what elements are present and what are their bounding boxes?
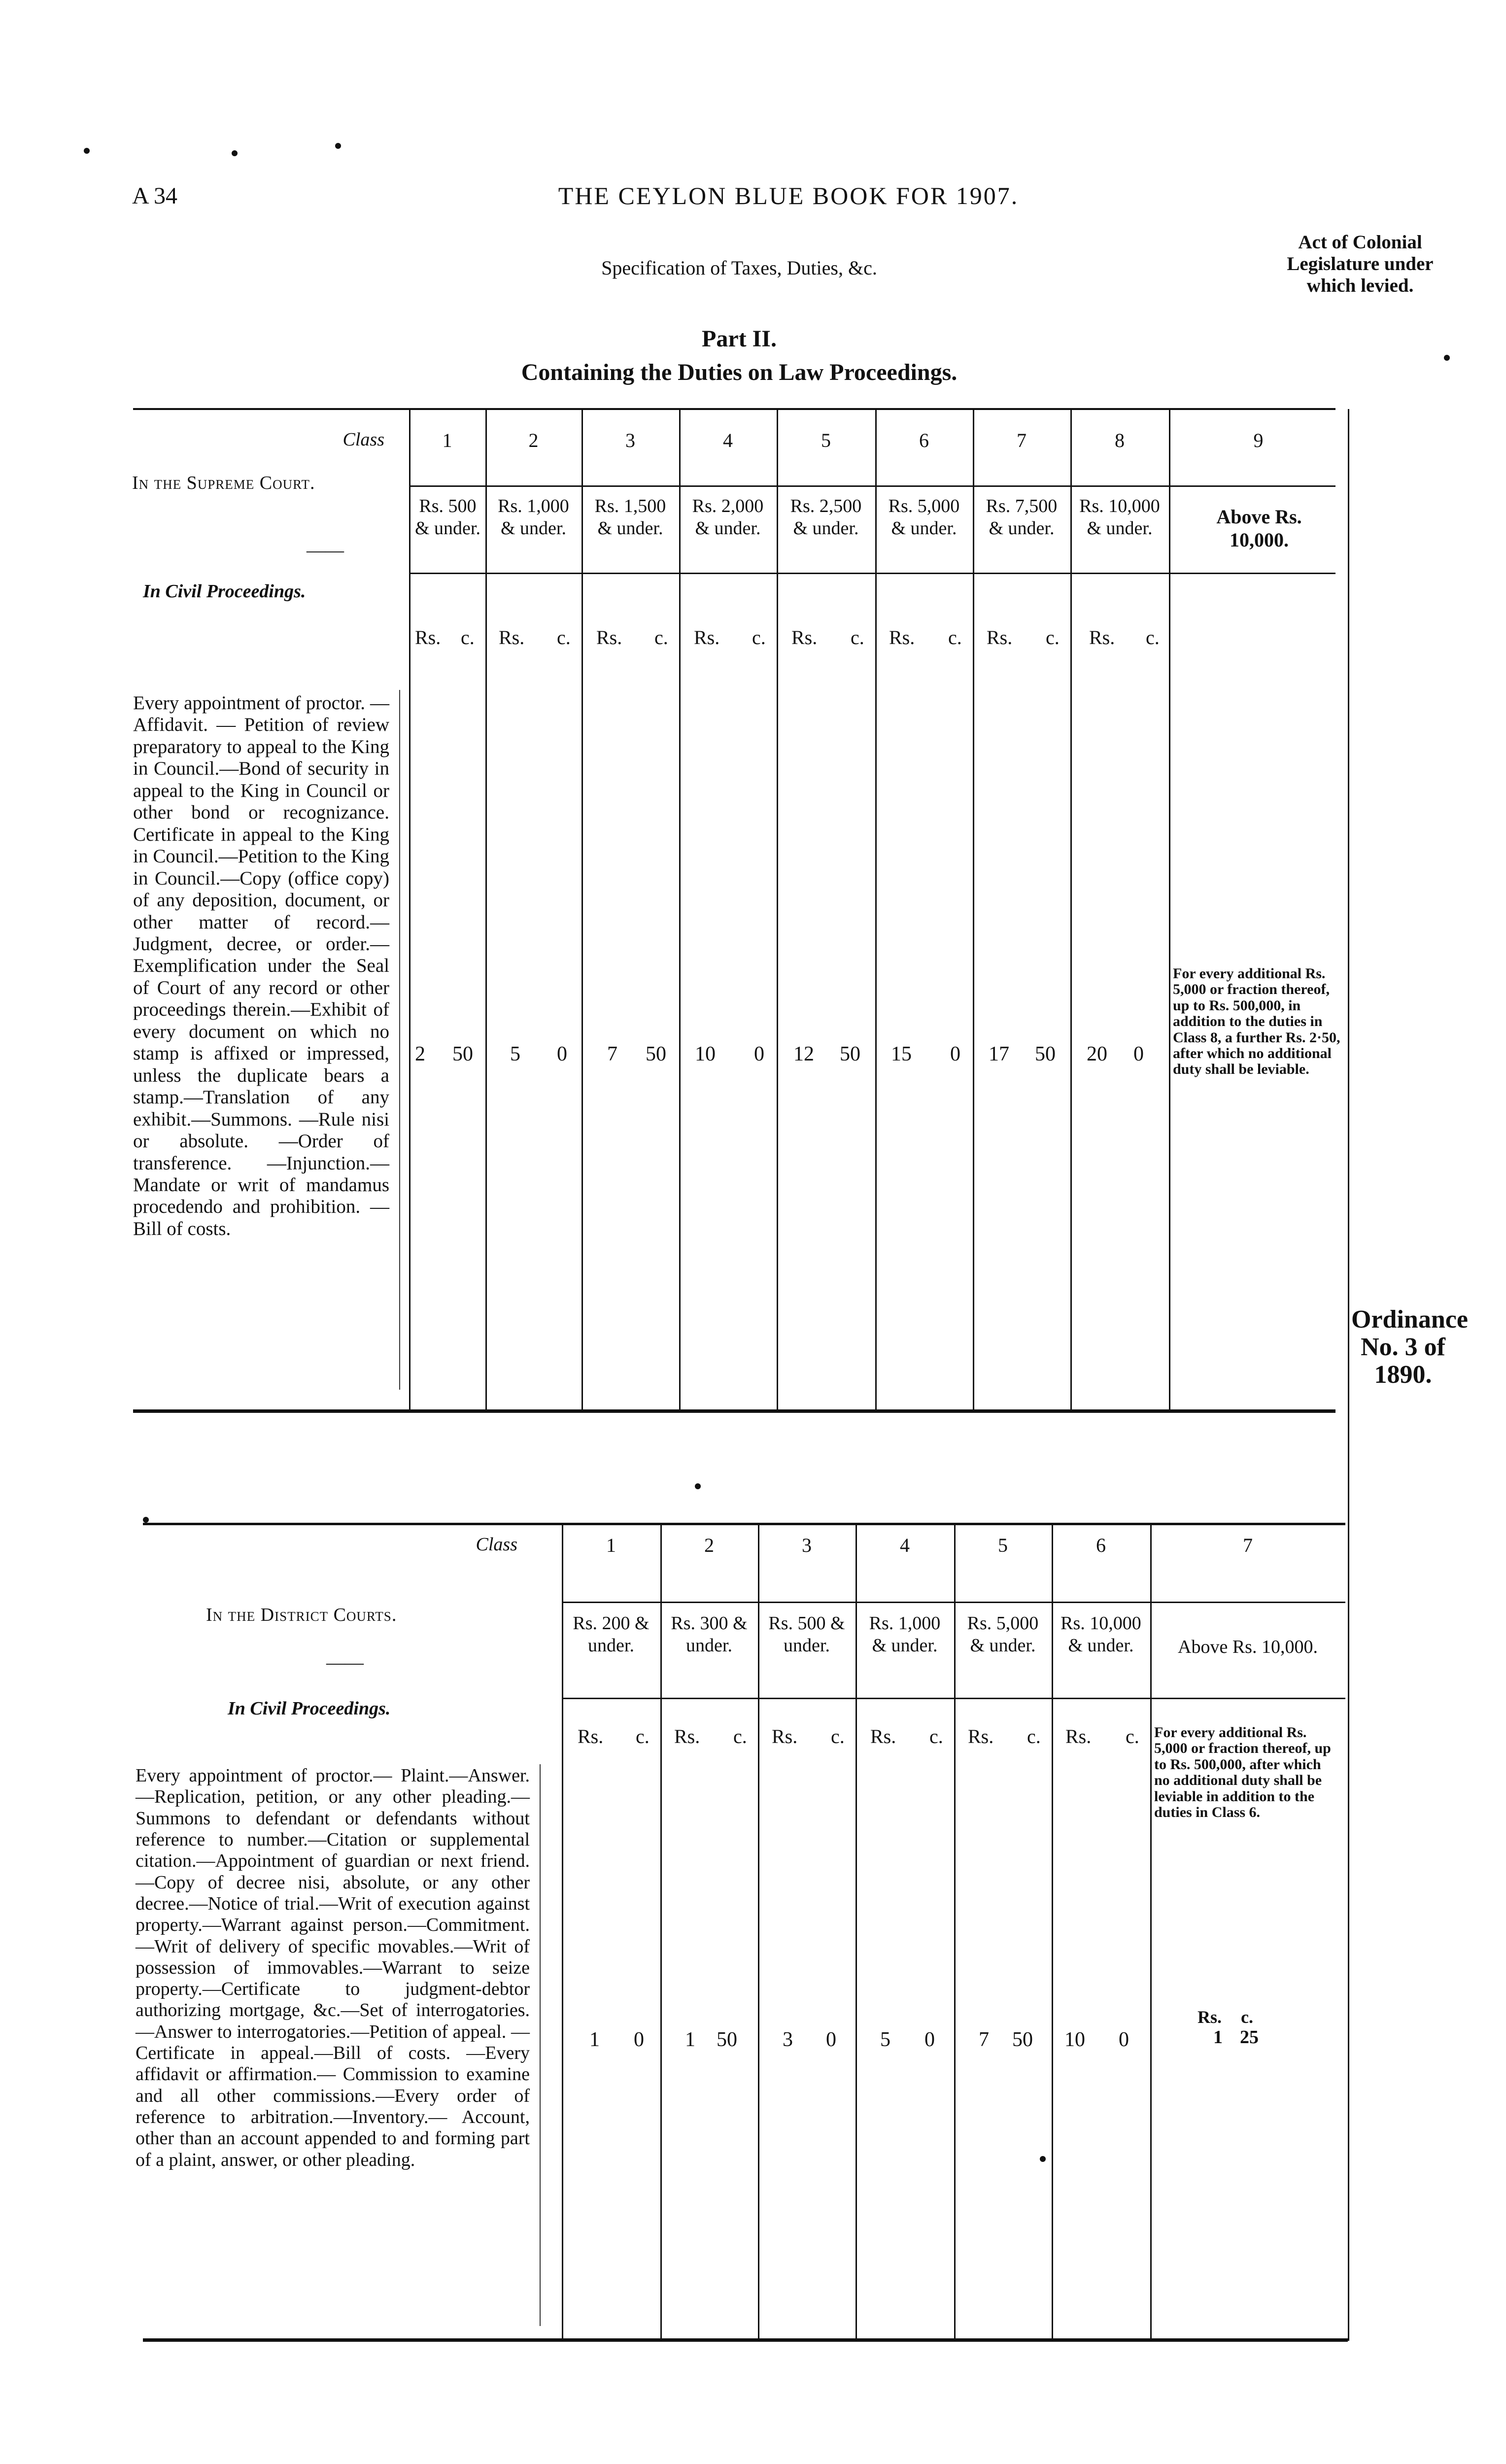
header-rule <box>409 485 1335 487</box>
class-number: 9 <box>1253 429 1264 451</box>
value-limit: Rs. 1,000 & under. <box>498 496 569 539</box>
value-limit: Above Rs. 10,000. <box>1178 1637 1318 1657</box>
subheader-rule <box>409 573 1335 574</box>
unit-c: c. <box>557 626 571 649</box>
unit-c: c. <box>654 626 668 649</box>
duty-rupees: 2 <box>415 1043 425 1065</box>
unit-c: c. <box>1146 626 1160 649</box>
value-limit: Rs. 10,000 & under. <box>1079 496 1160 539</box>
above-unit-c: c. <box>1241 2007 1253 2027</box>
supreme-description: Every appointment of proctor. — Affidavit. — Petition of review preparatory to appeal to the King in Council.—Bond of security in appeal to the King in Council or other bond or recognizance. Certificate in appeal to the King in Council.—Petition to the King in Council.—Copy (office copy) of any deposition, document, or other matter of record.—Judgment, decree, or order.— Exemplification under the Seal of Court of any record or other proceedings therein.—Exhibit of every document on which no stamp is affixed or impressed, unless the duplicate bears a stamp.—Translation of any exhibit.—Summons. —Rule nisi or absolute. —Order of transference. —Injunction.— Mandate or writ of mandamus procedendo and prohibition. —Bill of costs. <box>133 692 389 1239</box>
above-limit-note: For every additional Rs. 5,000 or fraction thereof, up to Rs. 500,000, in addition to the duties in Class 8, a further Rs. 2·50, after which no additional duty shall be leviable. <box>1173 965 1340 1078</box>
duty-rupees: 5 <box>880 2028 890 2051</box>
unit-rs: Rs. <box>694 626 720 649</box>
top-rule <box>133 408 1335 410</box>
unit-c: c. <box>1126 1725 1139 1747</box>
duty-cents: 50 <box>1035 1043 1056 1065</box>
class-number: 2 <box>528 429 539 451</box>
value-limit: Rs. 500 & under. <box>415 496 480 539</box>
value-limit: Rs. 10,000 & under. <box>1061 1613 1141 1656</box>
bottom-rule <box>143 2338 1348 2342</box>
bottom-rule <box>133 1409 1335 1413</box>
class-number: 3 <box>625 429 635 451</box>
speck-mark <box>1040 2156 1046 2162</box>
column-divider <box>679 409 681 1409</box>
unit-c: c. <box>1046 626 1060 649</box>
duty-rupees: 3 <box>783 2028 793 2051</box>
class-number: 4 <box>723 429 733 451</box>
court-label: In the Supreme Court. <box>132 473 315 493</box>
duty-cents: 0 <box>924 2028 935 2051</box>
description-brace <box>394 690 400 1390</box>
value-limit: Rs. 200 & under. <box>573 1613 650 1656</box>
district-description: Every appointment of proctor.— Plaint.—Answer.—Replication, petition, or any other pleading.—Summons to defendant or defendants without reference to number.—Citation or supplemental citation.—Appointment of guardian or next friend.—Copy of decree nisi, absolute, or any other decree.—Notice of trial.—Writ of execution against property.—Warrant against person.—Commitment.—Writ of delivery of specific movables.—Writ of possession of immovables.—Warrant to seize property.—Certificate to judgment-debtor authorizing mortgage, &c.—Set of interrogatories.—Answer to interrogatories.—Petition of appeal. —Certificate in appeal.—Bill of costs. —Every affidavit or affirmation.— Commission to examine and all other commissions.—Every order of reference to arbitration.—Inventory.— Account, other than an account appended to and forming part of a plaint, answer, or other pleading. <box>136 1765 530 2170</box>
part-heading: Part II. <box>702 326 777 352</box>
column-divider <box>660 1525 662 2338</box>
column-divider <box>409 409 411 1409</box>
unit-rs: Rs. <box>968 1725 994 1747</box>
proceedings-label: In Civil Proceedings. <box>228 1698 391 1719</box>
part-title: Containing the Duties on Law Proceedings. <box>521 359 958 385</box>
unit-c: c. <box>733 1725 747 1747</box>
class-number: 1 <box>606 1534 616 1556</box>
unit-rs: Rs. <box>578 1725 604 1747</box>
above-rupees: 1 <box>1213 2027 1223 2048</box>
value-limit: Rs. 5,000 & under. <box>967 1613 1039 1656</box>
speck-mark <box>84 148 90 154</box>
above-limit-note: For every additional Rs. 5,000 or fraction thereof, up to Rs. 500,000, after which no additional duty shall be leviable in addition to the duties in Class 6. <box>1154 1724 1331 1820</box>
duty-cents: 0 <box>557 1043 567 1065</box>
unit-c: c. <box>1027 1725 1041 1747</box>
unit-rs: Rs. <box>1065 1725 1092 1747</box>
class-number: 3 <box>802 1534 812 1556</box>
column-divider <box>954 1525 956 2338</box>
class-number: 7 <box>1243 1534 1253 1556</box>
unit-rs: Rs. <box>772 1725 798 1747</box>
duty-cents: 0 <box>634 2028 644 2051</box>
column-divider <box>582 409 583 1409</box>
column-divider <box>485 409 487 1409</box>
speck-mark <box>1444 355 1450 361</box>
duty-cents: 0 <box>1119 2028 1129 2051</box>
unit-rs: Rs. <box>1089 626 1115 649</box>
unit-rs: Rs. <box>499 626 525 649</box>
unit-rs: Rs. <box>415 626 441 649</box>
duty-rupees: 12 <box>793 1043 814 1065</box>
act-column-heading: Act of Colonial Legislature under which levied. <box>1287 232 1434 297</box>
column-divider <box>1169 409 1170 1409</box>
stub-dash: —— <box>307 540 344 561</box>
value-limit: Rs. 7,500 & under. <box>986 496 1058 539</box>
unit-c: c. <box>752 626 766 649</box>
class-number: 5 <box>821 429 831 451</box>
column-divider <box>1070 409 1072 1409</box>
unit-c: c. <box>929 1725 943 1747</box>
column-divider <box>777 409 778 1409</box>
duty-rupees: 17 <box>989 1043 1009 1065</box>
unit-c: c. <box>948 626 962 649</box>
duty-cents: 50 <box>840 1043 860 1065</box>
column-divider <box>562 1525 563 2338</box>
column-divider <box>875 409 877 1409</box>
page-number: A 34 <box>132 183 178 209</box>
running-title: THE CEYLON BLUE BOOK FOR 1907. <box>558 182 1019 209</box>
class-label: Class <box>476 1534 517 1555</box>
ordinance-reference: Ordinance No. 3 of 1890. <box>1351 1305 1468 1389</box>
description-brace <box>535 1764 541 2326</box>
duty-rupees: 15 <box>891 1043 912 1065</box>
duty-cents: 50 <box>717 2028 737 2051</box>
value-limit: Above Rs. 10,000. <box>1216 506 1302 551</box>
proceedings-label: In Civil Proceedings. <box>143 581 306 602</box>
column-divider <box>973 409 974 1409</box>
duty-cents: 50 <box>452 1043 473 1065</box>
section-subtitle: Specification of Taxes, Duties, &c. <box>601 257 877 279</box>
class-number: 5 <box>998 1534 1008 1556</box>
unit-rs: Rs. <box>987 626 1013 649</box>
speck-mark <box>335 143 341 149</box>
duty-rupees: 20 <box>1087 1043 1107 1065</box>
class-number: 1 <box>442 429 452 451</box>
speck-mark <box>143 1517 149 1523</box>
top-rule <box>143 1523 1345 1525</box>
duty-cents: 0 <box>1133 1043 1144 1065</box>
stub-dash: —— <box>326 1652 364 1673</box>
value-limit: Rs. 5,000 & under. <box>888 496 960 539</box>
unit-c: c. <box>851 626 864 649</box>
duty-rupees: 1 <box>685 2028 695 2051</box>
court-label: In the District Courts. <box>206 1605 397 1625</box>
class-number: 7 <box>1017 429 1027 451</box>
unit-rs: Rs. <box>674 1725 700 1747</box>
class-number: 4 <box>900 1534 910 1556</box>
unit-rs: Rs. <box>889 626 915 649</box>
duty-rupees: 10 <box>695 1043 716 1065</box>
duty-rupees: 1 <box>589 2028 600 2051</box>
class-number: 6 <box>919 429 929 451</box>
subheader-rule <box>562 1698 1345 1699</box>
column-divider <box>856 1525 857 2338</box>
value-limit: Rs. 1,500 & under. <box>594 496 666 539</box>
above-cents: 25 <box>1240 2027 1259 2048</box>
value-limit: Rs. 2,000 & under. <box>692 496 764 539</box>
duty-cents: 50 <box>646 1043 666 1065</box>
duty-cents: 50 <box>1012 2028 1033 2051</box>
unit-rs: Rs. <box>870 1725 896 1747</box>
class-number: 2 <box>704 1534 714 1556</box>
unit-rs: Rs. <box>596 626 622 649</box>
column-divider <box>1052 1525 1053 2338</box>
duty-cents: 0 <box>826 2028 836 2051</box>
duty-rupees: 5 <box>510 1043 520 1065</box>
speck-mark <box>232 150 238 156</box>
column-divider <box>758 1525 759 2338</box>
class-label: Class <box>342 429 384 450</box>
class-number: 6 <box>1096 1534 1106 1556</box>
duty-rupees: 7 <box>979 2028 989 2051</box>
unit-rs: Rs. <box>791 626 818 649</box>
duty-rupees: 7 <box>607 1043 617 1065</box>
class-number: 8 <box>1115 429 1125 451</box>
duty-cents: 0 <box>950 1043 960 1065</box>
value-limit: Rs. 2,500 & under. <box>790 496 862 539</box>
unit-c: c. <box>461 626 475 649</box>
value-limit: Rs. 300 & under. <box>671 1613 748 1656</box>
header-rule <box>562 1602 1345 1603</box>
value-limit: Rs. 500 & under. <box>768 1613 845 1656</box>
unit-c: c. <box>636 1725 650 1747</box>
unit-c: c. <box>831 1725 845 1747</box>
duty-cents: 0 <box>754 1043 764 1065</box>
above-unit-rs: Rs. <box>1198 2007 1222 2027</box>
act-column-border <box>1348 409 1349 2341</box>
duty-rupees: 10 <box>1064 2028 1085 2051</box>
value-limit: Rs. 1,000 & under. <box>869 1613 941 1656</box>
speck-mark <box>695 1483 701 1489</box>
